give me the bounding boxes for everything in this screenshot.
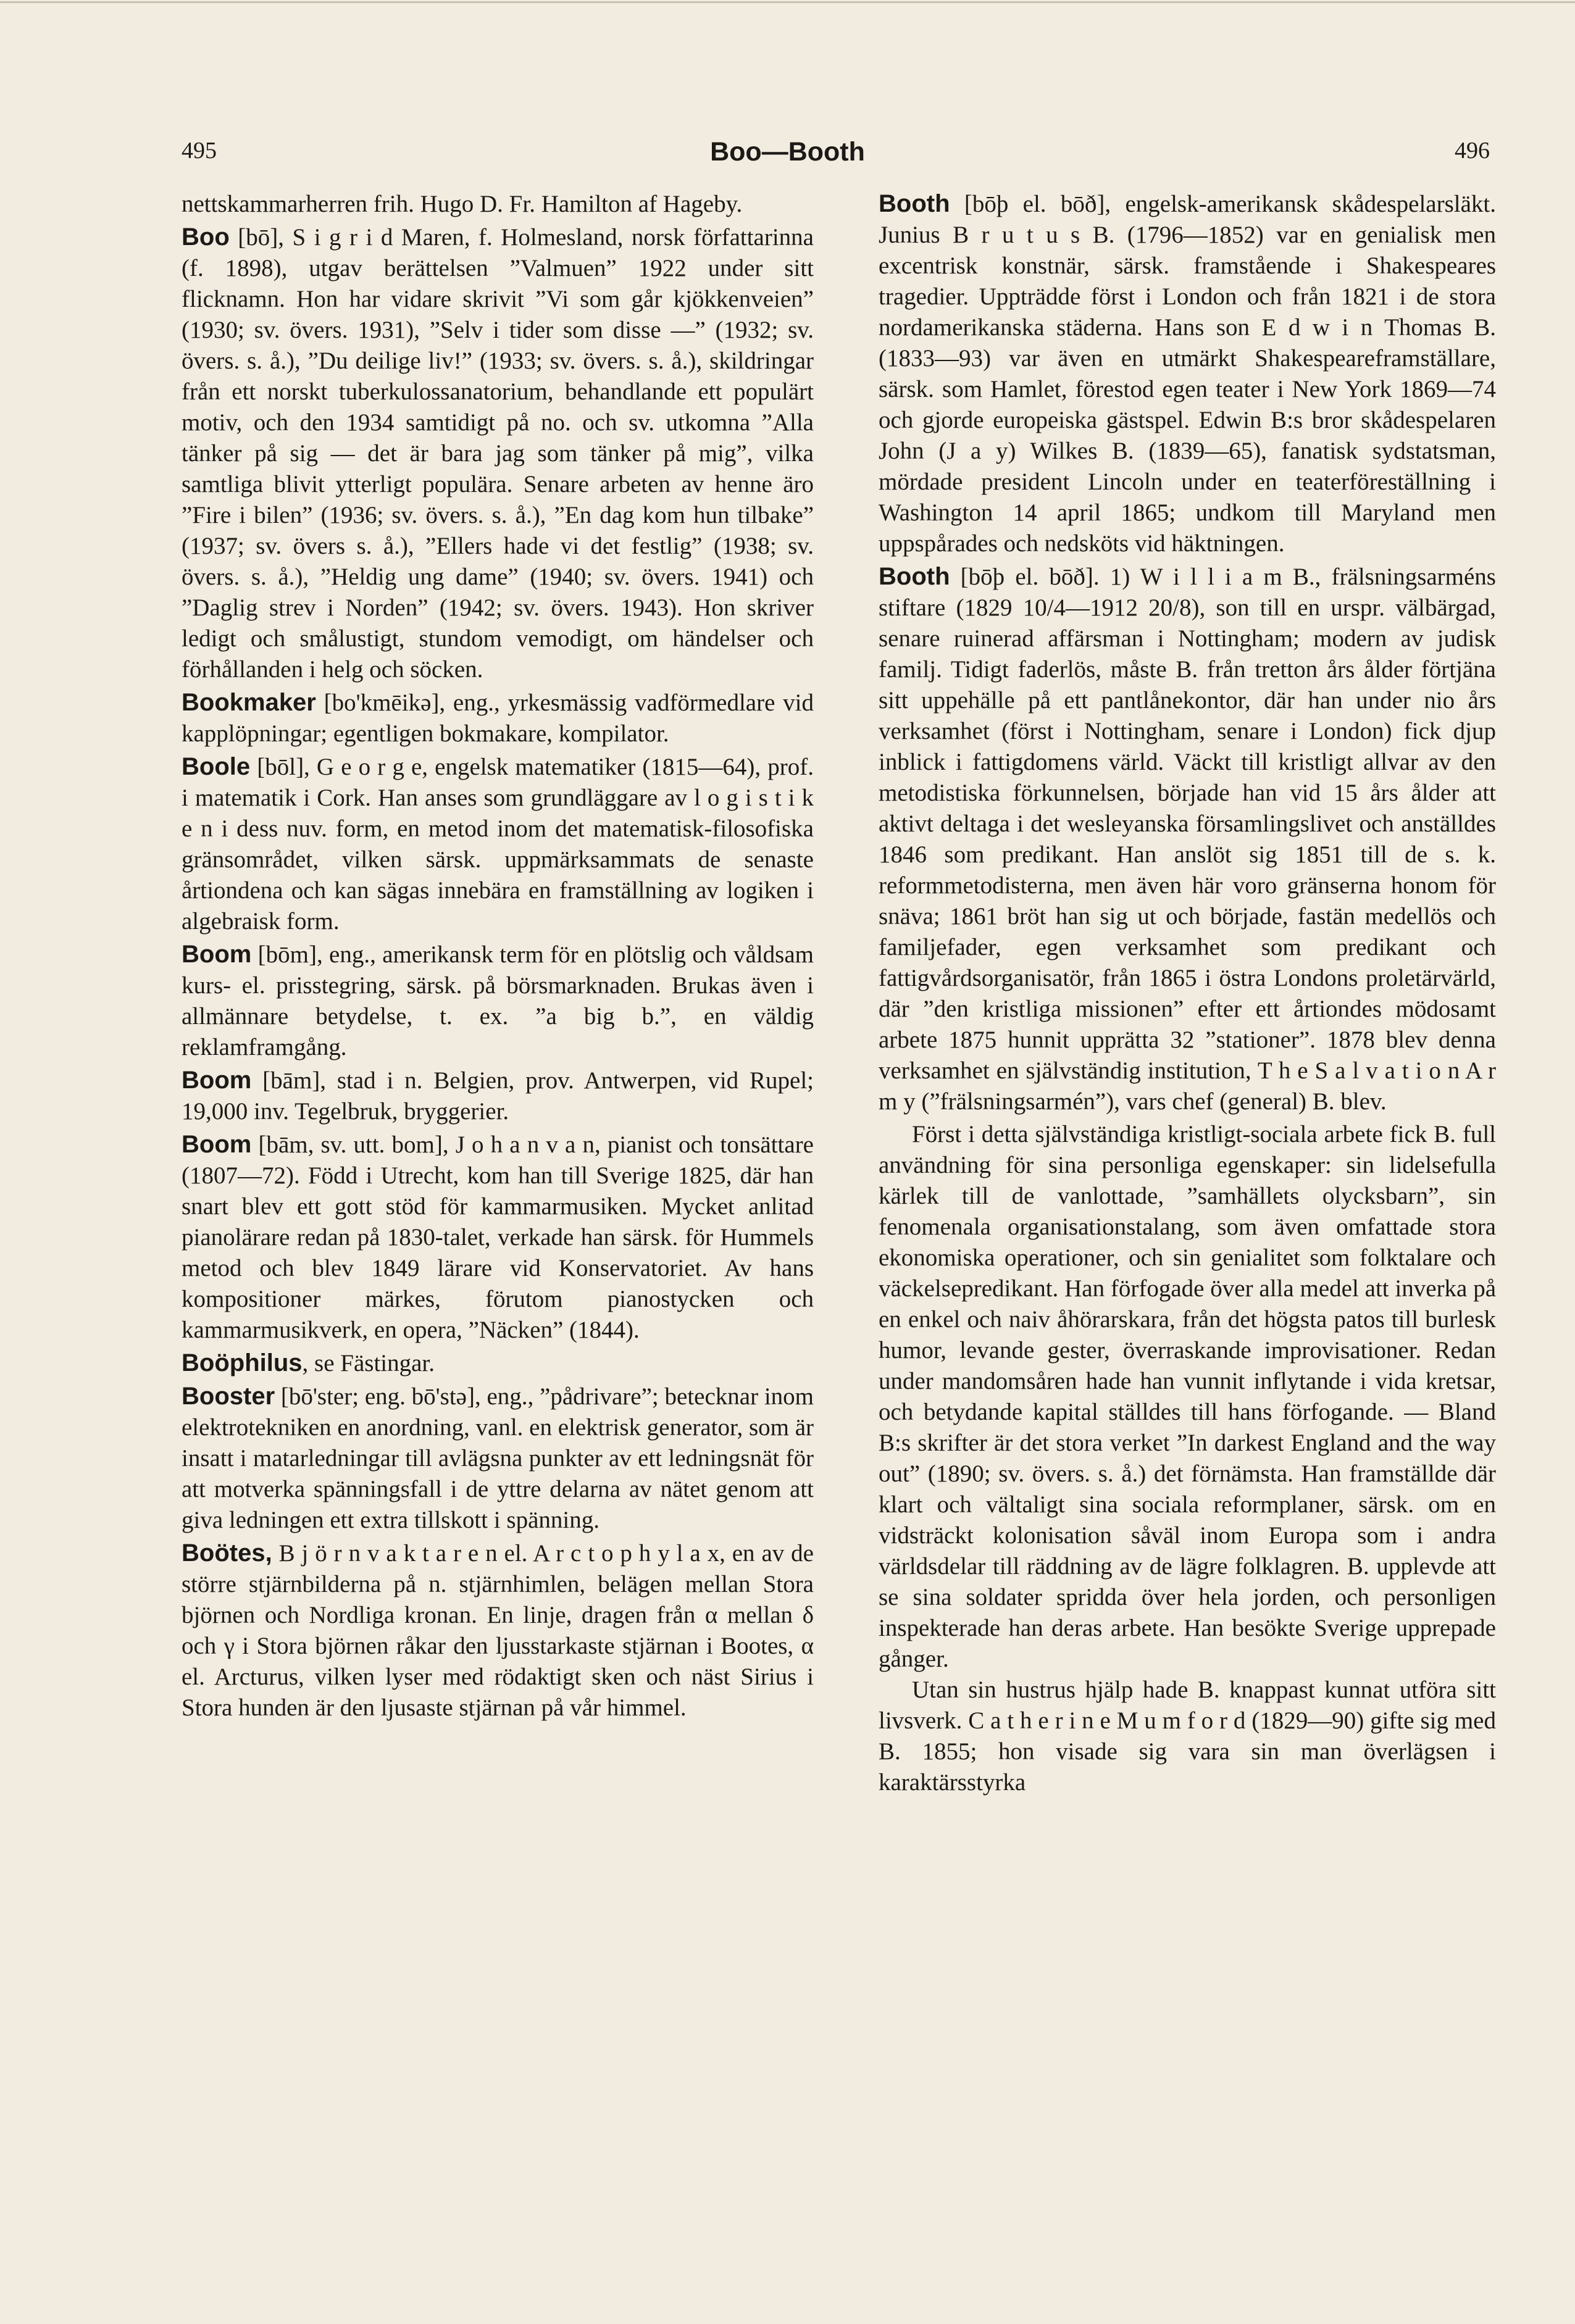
headword: Booth bbox=[879, 563, 950, 590]
right-column bbox=[879, 188, 1496, 1798]
headword: Boom bbox=[182, 941, 252, 968]
left-column bbox=[182, 188, 814, 1725]
page-number-left: 495 bbox=[182, 138, 217, 164]
headword: Boöphilus bbox=[182, 1349, 303, 1376]
entry-booth-family bbox=[879, 188, 1496, 559]
entry-text: Utan sin hustrus hjälp hade B. knappast kunnat utföra sitt livsverk. C a t h e r i n e M u m f o r d (1829—90) gifte sig med B. 1855; hon visade sig vara sin man överlägsen i karaktärsstyrka bbox=[879, 1676, 1496, 1796]
entry-continuation bbox=[182, 188, 814, 220]
headword: Boom bbox=[182, 1131, 252, 1158]
entry-text: [bōm], eng., amerikansk term för en plötslig och våldsam kurs- el. prisstegring, särsk. på börsmarknaden. Brukas även i allmännare betydelse, t. ex. ”a big b.”, en väldig reklamframgång. bbox=[182, 941, 814, 1060]
entry-text: [bām, sv. utt. bom], J o h a n v a n, pianist och tonsättare (1807—72). Född i Utrecht, kom han till Sverige 1825, där han snart blev ett gott stöd för kammarmusiken. Mycket anlitad pianolärare redan på 1830-talet, verkade han särsk. för Hummels metod och blev 1849 lärare vid Konservatoriet. Av hans kompositioner märkes, förutom pianostycken och kammarmusikverk, en opera, ”Näcken” (1844). bbox=[182, 1131, 814, 1343]
page-edge-line bbox=[0, 1, 1575, 3]
entry-bootes bbox=[182, 1538, 814, 1723]
entry-text: [bōl], G e o r g e, engelsk matematiker (1815—64), prof. i matematik i Cork. Han anses som grundläggare av l o g i s t i k e n i dess nuv. form, en metod inom det matematisk-filosofiska gränsområdet, vilken särsk. uppmärksammats de senaste årtiondena och kan sägas innebära en framställning av logiken i algebraisk form. bbox=[182, 754, 814, 935]
entry-text: [bo'kmēikə], eng., yrkesmässig vadförmedlare vid kapplöpningar; egentligen bokmakare, kompilator. bbox=[182, 689, 814, 747]
entry-text: Först i detta självständiga kristligt-sociala arbete fick B. full användning för sina personliga egenskaper: sin lidelsefulla kärlek till de vanlottade, ”samhällets olycksbarn”, sin fenomenala organisationstalang, som även omfattade stora ekonomiska operationer, och sin genialitet som folktalare och väckelsepredikant. Han förfogade över alla medel att inverka på en enkel och naiv åhörarskara, från det högsta patos till burlesk humor, levande gester, överraskande improvisationer. Redan under mandomsåren hade han vunnit inflytande i vida kretsar, och betydande kapital ställdes till hans förfogande. — Bland B:s skrifter är det stora verket ”In darkest England and the way out” (1890; sv. övers. s. å.) det förnämsta. Han framställde där klart och vältaligt sina sociala reformplaner, särsk. om en vidsträckt kolonisation såväl inom Europa som i andra världsdelar till räddning av de lägre folklagren. B. upplevde att se sina soldater spridda över hela jorden, och personligen inspekterade han deras arbete. Han besökte Sverige upprepade gånger. bbox=[879, 1121, 1496, 1672]
headword: Boötes, bbox=[182, 1539, 272, 1567]
entry-bookmaker bbox=[182, 687, 814, 749]
entry-paragraph bbox=[879, 1675, 1496, 1798]
entry-text: [bō], S i g r i d Maren, f. Holmesland, norsk författarinna (f. 1898), utgav berättelsen ”Valmuen” 1922 under sitt flicknamn. Hon har vidare skrivit ”Vi som går kjökkenveien” (1930; sv. övers. 1931), ”Selv i tider som disse —” (1932; sv. övers. s. å.), ”Du deilige liv!” (1933; sv. övers. s. å.), skildringar från ett norskt tuberkulossanatorium, behandlande ett populärt motiv, och den 1934 samtidigt på no. och sv. utkomna ”Alla tänker på sig — det är bara jag som tänker på mig”, vilka samtliga blivit ytterligt populära. Senare arbeten av henne äro ”Fire i bilen” (1936; sv. övers. s. å.), ”En dag kom hun tilbake” (1937; sv. övers s. å.), ”Ellers hade vi det festlig” (1938; sv. övers. s. å.), ”Heldig ung dame” (1940; sv. övers. 1941) och ”Daglig strev i Norden” (1942; sv. övers. 1943). Hon skriver ledigt och smålustigt, stundom vemodigt, om händelser och förhållanden i helg och söcken. bbox=[182, 224, 814, 683]
entry-boole bbox=[182, 751, 814, 937]
headword: Boo bbox=[182, 223, 230, 251]
entry-booth-william bbox=[879, 561, 1496, 1117]
page-number-right: 496 bbox=[1455, 138, 1490, 164]
entry-text: [bōþ el. bōð]. 1) W i l l i a m B., frälsningsarméns stiftare (1829 10/4—1912 20/8), son till en urspr. välbärgad, senare ruinerad affärsman i Nottingham; modern av judisk familj. Tidigt faderlös, måste B. från tretton års ålder förtjäna sitt uppehälle på ett pantlånekontor, där han under nio års verksamhet (först i Nottingham, senare i London) fick djup inblick i fattigdomens värld. Väckt till kristligt allvar av den metodistiska förkunnelsen, började han vid 15 års ålder att aktivt deltaga i det wesleyanska församlingslivet och anställdes 1846 som predikant. Han anslöt sig 1851 till de s. k. reformmetodisterna, men även här voro gränserna honom för snäva; 1861 bröt han sig ut och började, fastän medellös och familjefader, egen verksamhet som predikant och fattigvårdsorganisatör, från 1865 i östra Londons proletärvärld, där ”den kristliga missionen” efter ett årtiondes mödosamt arbete 1875 hunnit upprätta 32 ”stationer”. 1878 blev denna verksamhet en självständig institution, T h e S a l v a t i o n A r m y (”frälsningsarmén”), vars chef (general) B. blev. bbox=[879, 564, 1496, 1115]
entry-text: nettskammarherren frih. Hugo D. Fr. Hamilton af Hageby. bbox=[182, 191, 743, 217]
headword: Boom bbox=[182, 1067, 252, 1094]
entry-boom-johan bbox=[182, 1129, 814, 1346]
entry-text: , se Fästingar. bbox=[302, 1350, 435, 1376]
running-head: Boo—Booth bbox=[710, 137, 865, 167]
entry-text: [bām], stad i n. Belgien, prov. Antwerpen, vid Rupel; 19,000 inv. Tegelbruk, bryggerier. bbox=[182, 1067, 814, 1125]
entry-booster bbox=[182, 1381, 814, 1536]
headword: Bookmaker bbox=[182, 689, 316, 716]
headword: Booth bbox=[879, 190, 950, 217]
entry-paragraph bbox=[879, 1119, 1496, 1675]
headword: Booster bbox=[182, 1383, 275, 1410]
entry-boo bbox=[182, 222, 814, 685]
entry-boophilus bbox=[182, 1347, 814, 1379]
headword: Boole bbox=[182, 753, 251, 780]
entry-text: B j ö r n v a k t a r e n el. A r c t o p h y l a x, en av de större stjärnbilderna på n. stjärnhimlen, belägen mellan Stora björnen och Nordliga kronan. En linje, dragen från α mellan δ och γ i Stora björnen råkar den ljusstarkaste stjärnan i Bootes, α el. Arcturus, vilken lyser med rödaktigt sken och näst Sirius i Stora hunden är den ljusaste stjärnan på vår himmel. bbox=[182, 1540, 814, 1721]
entry-boom-term bbox=[182, 939, 814, 1063]
entry-boom-city bbox=[182, 1065, 814, 1127]
entry-text: [bōþ el. bōð], engelsk-amerikansk skådespelarsläkt. Junius B r u t u s B. (1796—1852) var en genialisk men excentrisk konstnär, särsk. framstående i Shakespeares tragedier. Uppträdde först i London och från 1821 i de stora nordamerikanska städerna. Hans son E d w i n Thomas B. (1833—93) var även en utmärkt Shakespeareframställare, särsk. som Hamlet, förestod egen teater i New York 1869—74 och gjorde europeiska gästspel. Edwin B:s bror skådespelaren John (J a y) Wilkes B. (1839—65), fanatisk sydstatsman, mördade president Lincoln under en teaterföreställning i Washington 14 april 1865; undkom till Maryland men uppspårades och nedsköts vid häktningen. bbox=[879, 191, 1496, 557]
entry-text: [bō'ster; eng. bō'stə], eng., ”pådrivare”; betecknar inom elektrotekniken en anordning, vanl. en elektrisk generator, som är insatt i matarledningar till avlägsna punkter av ett ledningsnät för att motverka spänningsfall i de yttre delarna av nätet genom att giva ledningen ett extra tillskott i spänning. bbox=[182, 1383, 814, 1533]
